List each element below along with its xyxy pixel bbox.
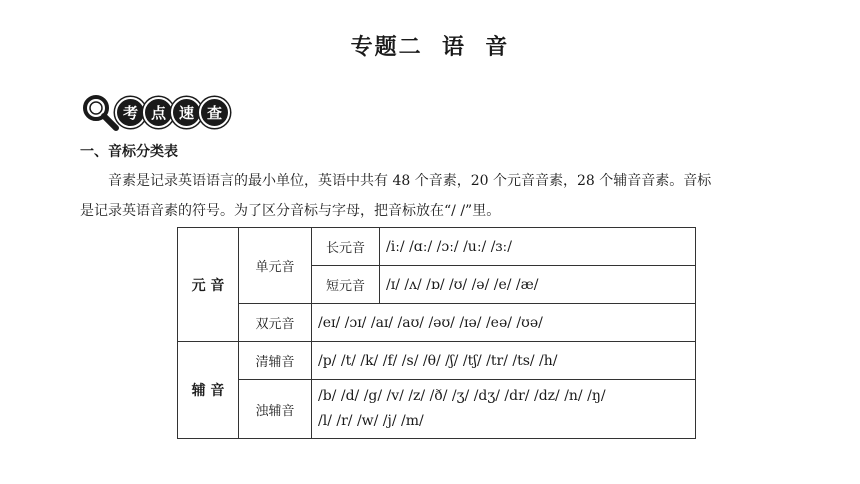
magnifier-icon <box>80 92 120 132</box>
intro-line-1: 音素是记录英语语言的最小单位，英语中共有 48 个音素，20 个元音音素，28 个辅音音素。音标 <box>108 173 712 189</box>
intro-paragraph <box>80 166 780 226</box>
intro-line-2: 是记录英语音素的符号。为了区分音标与字母，把音标放在“/ /”里。 <box>80 203 501 219</box>
voiced-symbols-line-1: /b/ /d/ /g/ /v/ /z/ /ð/ /ʒ/ /dʒ/ /dr/ /dz/ /n/ /ŋ/ <box>318 388 606 404</box>
badge-char: 速 <box>171 97 202 128</box>
long-vowel-label: 长元音 <box>312 228 380 266</box>
page-title: 专题二 语 音 <box>350 34 510 60</box>
voiced-label: 浊辅音 <box>239 380 312 439</box>
badge-char: 考 <box>115 97 146 128</box>
badge-char: 点 <box>143 97 174 128</box>
voiced-symbols-line-2: /l/ /r/ /w/ /j/ /m/ <box>318 413 424 429</box>
phonetic-table <box>177 227 696 439</box>
section-badge <box>80 92 230 132</box>
badge-chars <box>118 97 230 128</box>
badge-char: 查 <box>199 97 230 128</box>
short-vowel-symbols: /ɪ/ /ʌ/ /ɒ/ /ʊ/ /ə/ /e/ /æ/ <box>380 266 696 304</box>
vowels-category: 元 音 <box>178 228 239 342</box>
voiceless-label: 清辅音 <box>239 342 312 380</box>
long-vowel-symbols: /iː/ /ɑː/ /ɔː/ /uː/ /ɜː/ <box>380 228 696 266</box>
consonants-category: 辅 音 <box>178 342 239 439</box>
diphthong-symbols: /eɪ/ /ɔɪ/ /aɪ/ /aʊ/ /əʊ/ /ɪə/ /eə/ /ʊə/ <box>312 304 696 342</box>
voiceless-symbols: /p/ /t/ /k/ /f/ /s/ /θ/ /ʃ/ /tʃ/ /tr/ /ts/ /h/ <box>312 342 696 380</box>
voiced-symbols <box>312 380 696 439</box>
diphthong-label: 双元音 <box>239 304 312 342</box>
section-heading: 一、音标分类表 <box>80 144 178 160</box>
short-vowel-label: 短元音 <box>312 266 380 304</box>
monophthong-label: 单元音 <box>239 228 312 304</box>
